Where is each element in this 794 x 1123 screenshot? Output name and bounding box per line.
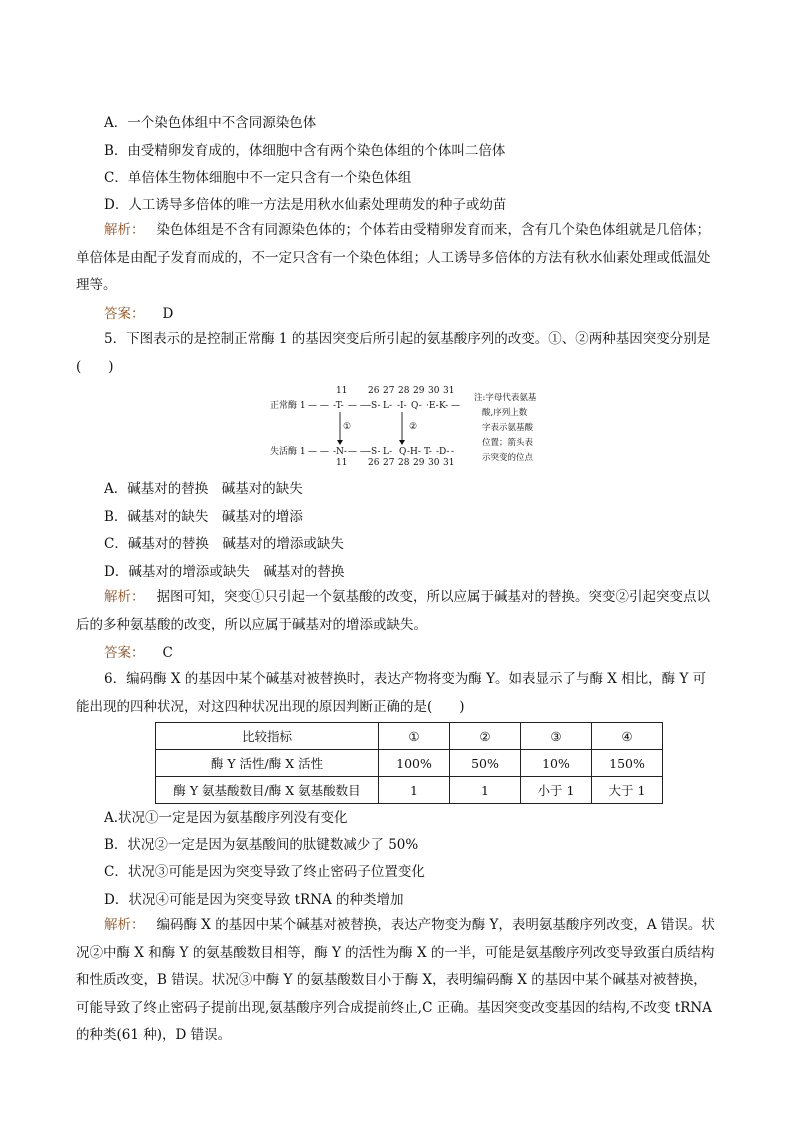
q4-option-d: D．人工诱导多倍体的唯一方法是用秋水仙素处理萌发的种子或幼苗 — [104, 197, 507, 213]
mutation-arrowhead-2 — [399, 440, 405, 445]
normal-seq-end: — — [451, 401, 460, 411]
table-cell: 50% — [450, 750, 521, 777]
normal-seq-s: -S- — [368, 401, 381, 411]
table-cell: 小于 1 — [521, 777, 592, 804]
diagram-note-3: 字表示氨基酸 — [482, 423, 534, 433]
normal-seq-l: L- — [383, 401, 393, 411]
q6-option-b: B．状况②一定是因为氨基酸间的肽键数减少了 50% — [104, 837, 419, 853]
mutant-seq-t: T- — [424, 447, 432, 457]
q5-answer-label: 答案： — [104, 645, 145, 661]
pos-top-27: 27 — [383, 386, 395, 396]
table-cell: 1 — [450, 777, 521, 804]
pos-top-28: 28 — [398, 386, 410, 396]
table-header-cell: ③ — [521, 723, 592, 750]
q4-answer — [104, 304, 173, 324]
q5-option-b: B．碱基对的缺失 碱基对的增添 — [104, 509, 303, 525]
q5-option-c: C．碱基对的替换 碱基对的增添或缺失 — [104, 536, 344, 552]
q5-stem — [76, 326, 716, 381]
pos-top-31: 31 — [443, 386, 455, 396]
q4-explain-label: 解析： — [104, 222, 145, 238]
q4-option-a: A．一个染色体组中不含同源染色体 — [104, 115, 317, 131]
q6-option-d: D．状况④可能是因为突变导致 tRNA 的种类增加 — [104, 892, 404, 908]
mutant-enzyme-label: 失活酶 1 — [270, 447, 306, 457]
q6-explain-label: 解析： — [104, 917, 145, 933]
normal-seq-t: -T- — [333, 401, 344, 411]
q4-option-c: C．单倍体生物体细胞中不一定只含有一个染色体组 — [104, 170, 412, 186]
table-cell: 大于 1 — [592, 777, 663, 804]
table-cell: 酶 Y 氨基酸数目/酶 X 氨基酸数目 — [156, 777, 379, 804]
pos-bottom-26: 26 — [368, 458, 380, 468]
pos-bottom-27: 27 — [383, 458, 395, 468]
q6-explanation — [76, 912, 716, 1050]
q4-explain-text: 染色体组是不含有同源染色体的；个体若由受精卵发育而来，含有几个染色体组就是几倍体；单倍体是由配子发育而成的，不一定只含有一个染色体组；人工诱导多倍体的方法有秋水仙素处理或低温处理等。 — [76, 222, 711, 293]
table-cell: 1 — [379, 777, 450, 804]
q4-answer-label: 答案： — [104, 306, 145, 322]
normal-seq-dash-a: — — — [308, 401, 329, 411]
diagram-note-2: 酸,序列上数 — [482, 408, 528, 418]
q5-explain-text: 据图可知，突变①只引起一个氨基酸的改变，所以应属于碱基对的替换。突变②引起突变点以后的多种氨基酸的改变，所以应属于碱基对的增添或缺失。 — [76, 589, 710, 633]
pos-bottom-31: 31 — [443, 458, 455, 468]
q4-option-b: B．由受精卵发育成的，体细胞中含有两个染色体组的个体叫二倍体 — [104, 143, 506, 159]
mutant-seq-q: Q — [399, 447, 407, 457]
q5-answer-value: C — [162, 645, 173, 661]
table-cell: 10% — [521, 750, 592, 777]
normal-seq-i: -I- — [397, 401, 407, 411]
pos-bottom-11: 11 — [336, 458, 348, 468]
table-row — [156, 777, 663, 804]
q4-explanation — [76, 217, 716, 300]
mutant-seq-end: - — [451, 447, 455, 457]
q5-answer — [104, 643, 173, 663]
comparison-table — [155, 722, 663, 804]
mutation-arrowhead-1 — [337, 440, 343, 445]
q6-option-c: C．状况③可能是因为突变导致了终止密码子位置变化 — [104, 864, 425, 880]
pos-bottom-28: 28 — [398, 458, 410, 468]
table-header-cell: 比较指标 — [156, 723, 379, 750]
normal-seq-e: ·E- — [426, 401, 439, 411]
pos-bottom-29: 29 — [413, 458, 425, 468]
table-cell: 150% — [592, 750, 663, 777]
diagram-note-5: 示突变的位点 — [482, 453, 534, 463]
q5-option-a: A．碱基对的替换 碱基对的缺失 — [104, 481, 303, 497]
q6-stem — [76, 666, 716, 721]
mutation-mark-2: ② — [409, 422, 418, 432]
q4-answer-value: D — [162, 306, 174, 322]
pos-bottom-30: 30 — [428, 458, 440, 468]
mutation-mark-1: ① — [343, 422, 352, 432]
table-row — [156, 750, 663, 777]
q6-option-a: A.状况①一定是因为氨基酸序列没有变化 — [104, 810, 348, 826]
q5-explain-label: 解析： — [104, 589, 145, 605]
table-cell: 100% — [379, 750, 450, 777]
table-header-cell: ④ — [592, 723, 663, 750]
mutant-seq-dash-a: — — — [308, 447, 329, 457]
pos-top-29: 29 — [413, 386, 425, 396]
q5-explanation — [76, 584, 716, 639]
pos-top-26: 26 — [368, 386, 380, 396]
pos-top-30: 30 — [428, 386, 440, 396]
q5-stem-text: 5．下图表示的是控制正常酶 1 的基因突变后所引起的氨基酸序列的改变。①、②两种基因突变分别是( ) — [76, 331, 711, 375]
mutant-seq-dash-b: — — — [348, 447, 369, 457]
diagram-note-4: 位置；箭头表 — [482, 438, 534, 448]
mutant-seq-h: -H- — [407, 447, 421, 457]
pos-top-11: 11 — [336, 386, 348, 396]
table-header-cell: ① — [379, 723, 450, 750]
mutant-seq-s: -S- — [368, 447, 381, 457]
q5-option-d: D．碱基对的增添或缺失 碱基对的替换 — [104, 564, 345, 580]
table-cell: 酶 Y 活性/酶 X 活性 — [156, 750, 379, 777]
normal-seq-dash-b: — — — [348, 401, 369, 411]
mutant-seq-l: L- — [383, 447, 393, 457]
q6-explain-text: 编码酶 X 的基因中某个碱基对被替换，表达产物变为酶 Y，表明氨基酸序列改变，A 错误。状况②中酶 X 和酶 Y 的氨基酸数目相等，酶 Y 的活性为酶 X 的一半，可能是氨基酸序列改变导致蛋白质结构和性质改变，B 错误。状况③中酶 Y 的氨基酸数目小于酶 X，表明编码酶 X 的基因中某个碱基对被替换，可能导致了终止密码子提前出现,氨基酸序列合成提前终止,C 正确。基因突变改变基因的结构,不改变 tRNA 的种类(61 种)，D 错误。 — [76, 917, 715, 1043]
table-header-row — [156, 723, 663, 750]
mutation-diagram — [270, 384, 560, 468]
mutant-seq-n: -N- — [333, 447, 347, 457]
normal-seq-k: K- — [439, 401, 449, 411]
normal-seq-q: Q- — [411, 401, 422, 411]
mutant-seq-d: -D- — [436, 447, 450, 457]
normal-enzyme-label: 正常酶 1 — [270, 401, 306, 411]
diagram-note-1: 注:字母代表氨基 — [474, 393, 537, 403]
table-header-cell: ② — [450, 723, 521, 750]
q6-stem-text: 6．编码酶 X 的基因中某个碱基对被替换时，表达产物将变为酶 Y。如表显示了与酶 X 相比，酶 Y 可能出现的四种状况，对这四种状况出现的原因判断正确的是( ) — [76, 671, 707, 715]
